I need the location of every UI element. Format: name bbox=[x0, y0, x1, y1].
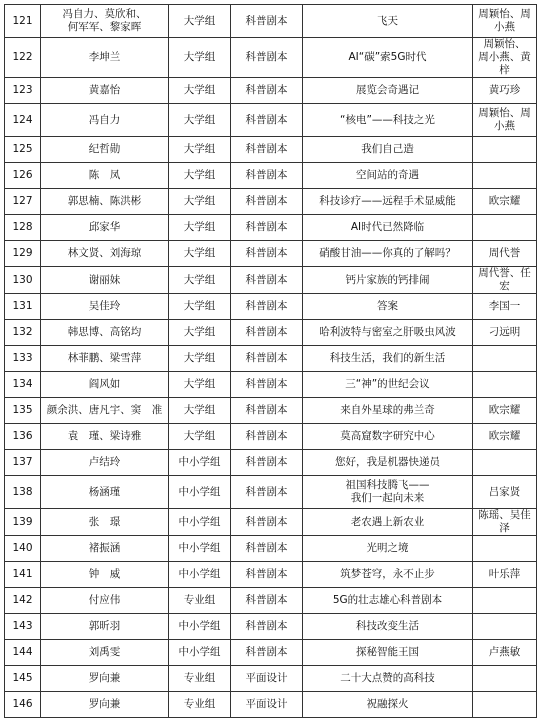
author-cell: 张 璟 bbox=[41, 509, 169, 536]
row-number: 132 bbox=[5, 320, 41, 346]
title-cell: 三“神”的世纪会议 bbox=[303, 372, 473, 398]
author-cell: 纪哲勋 bbox=[41, 137, 169, 163]
row-number: 122 bbox=[5, 38, 41, 78]
row-number: 144 bbox=[5, 640, 41, 666]
category-cell: 科普剧本 bbox=[231, 424, 303, 450]
author-cell: 阎风如 bbox=[41, 372, 169, 398]
group-cell: 大学组 bbox=[169, 137, 231, 163]
advisor-cell bbox=[473, 536, 537, 562]
table-row bbox=[5, 5, 537, 38]
group-cell: 中小学组 bbox=[169, 509, 231, 536]
row-number: 134 bbox=[5, 372, 41, 398]
author-cell: 冯自力 bbox=[41, 104, 169, 137]
row-number: 123 bbox=[5, 78, 41, 104]
group-cell: 中小学组 bbox=[169, 640, 231, 666]
category-cell: 科普剧本 bbox=[231, 189, 303, 215]
table-row bbox=[5, 536, 537, 562]
author-cell: 袁 瑾、梁诗雅 bbox=[41, 424, 169, 450]
advisor-cell: 欧宗耀 bbox=[473, 398, 537, 424]
category-cell: 科普剧本 bbox=[231, 614, 303, 640]
advisor-cell: 周颖怡、 周小燕、黄梓 bbox=[473, 38, 537, 78]
advisor-cell: 黄巧珍 bbox=[473, 78, 537, 104]
table-row bbox=[5, 614, 537, 640]
table-row bbox=[5, 320, 537, 346]
category-cell: 科普剧本 bbox=[231, 372, 303, 398]
row-number: 135 bbox=[5, 398, 41, 424]
group-cell: 专业组 bbox=[169, 666, 231, 692]
table-row bbox=[5, 294, 537, 320]
table-row bbox=[5, 215, 537, 241]
advisor-cell: 叶乐萍 bbox=[473, 562, 537, 588]
title-cell: 科技改变生活 bbox=[303, 614, 473, 640]
title-cell: 莫高窟数字研究中心 bbox=[303, 424, 473, 450]
author-cell: 郭思楠、陈洪彬 bbox=[41, 189, 169, 215]
table-row bbox=[5, 189, 537, 215]
author-cell: 付应伟 bbox=[41, 588, 169, 614]
group-cell: 专业组 bbox=[169, 588, 231, 614]
title-cell: 空间站的奇遇 bbox=[303, 163, 473, 189]
author-cell: 林文贤、刘海琼 bbox=[41, 241, 169, 267]
title-cell: “核电”——科技之光 bbox=[303, 104, 473, 137]
table-row bbox=[5, 424, 537, 450]
advisor-cell: 欧宗耀 bbox=[473, 189, 537, 215]
author-cell: 吴佳玲 bbox=[41, 294, 169, 320]
category-cell: 科普剧本 bbox=[231, 320, 303, 346]
advisor-cell: 周颖怡、周 小燕 bbox=[473, 5, 537, 38]
category-cell: 科普剧本 bbox=[231, 215, 303, 241]
author-cell: 韩思博、高铭均 bbox=[41, 320, 169, 346]
group-cell: 大学组 bbox=[169, 372, 231, 398]
title-cell: 科技诊疗——远程手术显威能 bbox=[303, 189, 473, 215]
category-cell: 科普剧本 bbox=[231, 38, 303, 78]
table-body bbox=[5, 5, 537, 718]
group-cell: 大学组 bbox=[169, 189, 231, 215]
group-cell: 专业组 bbox=[169, 692, 231, 718]
row-number: 146 bbox=[5, 692, 41, 718]
author-cell: 刘禹雯 bbox=[41, 640, 169, 666]
title-cell: 哈利波特与密室之肝吸虫风波 bbox=[303, 320, 473, 346]
table-row bbox=[5, 38, 537, 78]
table-row bbox=[5, 137, 537, 163]
row-number: 140 bbox=[5, 536, 41, 562]
title-cell: 筑梦苍穹，永不止步 bbox=[303, 562, 473, 588]
group-cell: 大学组 bbox=[169, 320, 231, 346]
category-cell: 科普剧本 bbox=[231, 241, 303, 267]
author-cell: 谢丽妹 bbox=[41, 267, 169, 294]
author-cell: 杨涵瑾 bbox=[41, 476, 169, 509]
category-cell: 科普剧本 bbox=[231, 562, 303, 588]
advisor-cell: 周代誉 bbox=[473, 241, 537, 267]
group-cell: 大学组 bbox=[169, 346, 231, 372]
row-number: 139 bbox=[5, 509, 41, 536]
advisor-cell bbox=[473, 614, 537, 640]
category-cell: 科普剧本 bbox=[231, 267, 303, 294]
advisor-cell: 陈瑶、吴佳泽 bbox=[473, 509, 537, 536]
group-cell: 中小学组 bbox=[169, 476, 231, 509]
row-number: 129 bbox=[5, 241, 41, 267]
table-row bbox=[5, 509, 537, 536]
group-cell: 大学组 bbox=[169, 215, 231, 241]
row-number: 124 bbox=[5, 104, 41, 137]
advisor-cell: 周代誉、任宏 bbox=[473, 267, 537, 294]
author-cell: 邱家华 bbox=[41, 215, 169, 241]
advisor-cell: 刁远明 bbox=[473, 320, 537, 346]
author-cell: 陈 凤 bbox=[41, 163, 169, 189]
title-cell: 展览会奇遇记 bbox=[303, 78, 473, 104]
category-cell: 科普剧本 bbox=[231, 346, 303, 372]
advisor-cell bbox=[473, 137, 537, 163]
title-cell: AI“碳”索5G时代 bbox=[303, 38, 473, 78]
author-cell: 郭昕羽 bbox=[41, 614, 169, 640]
category-cell: 科普剧本 bbox=[231, 509, 303, 536]
title-cell: 光明之境 bbox=[303, 536, 473, 562]
table-row bbox=[5, 640, 537, 666]
table-row bbox=[5, 241, 537, 267]
author-cell: 卢结玲 bbox=[41, 450, 169, 476]
title-cell: 探秘智能王国 bbox=[303, 640, 473, 666]
author-cell: 褚振涵 bbox=[41, 536, 169, 562]
table-row bbox=[5, 398, 537, 424]
table-row bbox=[5, 692, 537, 718]
advisor-cell: 周颖怡、周 小燕 bbox=[473, 104, 537, 137]
group-cell: 大学组 bbox=[169, 398, 231, 424]
category-cell: 科普剧本 bbox=[231, 78, 303, 104]
group-cell: 大学组 bbox=[169, 294, 231, 320]
category-cell: 科普剧本 bbox=[231, 5, 303, 38]
category-cell: 科普剧本 bbox=[231, 450, 303, 476]
group-cell: 大学组 bbox=[169, 424, 231, 450]
table-row bbox=[5, 104, 537, 137]
advisor-cell: 卢燕敏 bbox=[473, 640, 537, 666]
advisor-cell bbox=[473, 372, 537, 398]
category-cell: 平面设计 bbox=[231, 666, 303, 692]
advisor-cell: 吕家贤 bbox=[473, 476, 537, 509]
title-cell: 来自外星球的弗兰奇 bbox=[303, 398, 473, 424]
category-cell: 科普剧本 bbox=[231, 137, 303, 163]
table-row bbox=[5, 78, 537, 104]
table-row bbox=[5, 267, 537, 294]
group-cell: 大学组 bbox=[169, 267, 231, 294]
group-cell: 大学组 bbox=[169, 241, 231, 267]
advisor-cell bbox=[473, 588, 537, 614]
row-number: 128 bbox=[5, 215, 41, 241]
title-cell: 科技生活，我们的新生活 bbox=[303, 346, 473, 372]
table-row bbox=[5, 372, 537, 398]
title-cell: 您好，我是机器快递员 bbox=[303, 450, 473, 476]
author-cell: 颜余洪、唐凡宇、窦 准 bbox=[41, 398, 169, 424]
group-cell: 大学组 bbox=[169, 104, 231, 137]
row-number: 133 bbox=[5, 346, 41, 372]
row-number: 136 bbox=[5, 424, 41, 450]
advisor-cell bbox=[473, 163, 537, 189]
table-row bbox=[5, 476, 537, 509]
category-cell: 科普剧本 bbox=[231, 398, 303, 424]
title-cell: 老农遇上新农业 bbox=[303, 509, 473, 536]
group-cell: 大学组 bbox=[169, 38, 231, 78]
category-cell: 平面设计 bbox=[231, 692, 303, 718]
advisor-cell: 李国一 bbox=[473, 294, 537, 320]
advisor-cell bbox=[473, 450, 537, 476]
row-number: 131 bbox=[5, 294, 41, 320]
table-row bbox=[5, 346, 537, 372]
row-number: 137 bbox=[5, 450, 41, 476]
award-table bbox=[4, 4, 537, 718]
category-cell: 科普剧本 bbox=[231, 104, 303, 137]
table-row bbox=[5, 562, 537, 588]
category-cell: 科普剧本 bbox=[231, 294, 303, 320]
row-number: 125 bbox=[5, 137, 41, 163]
row-number: 145 bbox=[5, 666, 41, 692]
group-cell: 大学组 bbox=[169, 78, 231, 104]
category-cell: 科普剧本 bbox=[231, 476, 303, 509]
group-cell: 大学组 bbox=[169, 163, 231, 189]
advisor-cell bbox=[473, 346, 537, 372]
title-cell: 答案 bbox=[303, 294, 473, 320]
row-number: 141 bbox=[5, 562, 41, 588]
row-number: 127 bbox=[5, 189, 41, 215]
row-number: 121 bbox=[5, 5, 41, 38]
group-cell: 大学组 bbox=[169, 5, 231, 38]
author-cell: 罗向兼 bbox=[41, 666, 169, 692]
title-cell: 硝酸甘油——你真的了解吗？ bbox=[303, 241, 473, 267]
title-cell: 祝融探火 bbox=[303, 692, 473, 718]
title-cell: 5G的壮志雄心科普剧本 bbox=[303, 588, 473, 614]
title-cell: 祖国科技腾飞—— 我们一起向未来 bbox=[303, 476, 473, 509]
category-cell: 科普剧本 bbox=[231, 536, 303, 562]
author-cell: 罗向兼 bbox=[41, 692, 169, 718]
row-number: 143 bbox=[5, 614, 41, 640]
category-cell: 科普剧本 bbox=[231, 588, 303, 614]
title-cell: 我们自己造 bbox=[303, 137, 473, 163]
group-cell: 中小学组 bbox=[169, 536, 231, 562]
author-cell: 冯自力、莫欣和、 何军军、黎家晖 bbox=[41, 5, 169, 38]
group-cell: 中小学组 bbox=[169, 562, 231, 588]
author-cell: 林菲鹏、梁雪萍 bbox=[41, 346, 169, 372]
row-number: 138 bbox=[5, 476, 41, 509]
author-cell: 黄嘉怡 bbox=[41, 78, 169, 104]
row-number: 142 bbox=[5, 588, 41, 614]
table-row bbox=[5, 163, 537, 189]
group-cell: 中小学组 bbox=[169, 450, 231, 476]
title-cell: 飞天 bbox=[303, 5, 473, 38]
category-cell: 科普剧本 bbox=[231, 640, 303, 666]
row-number: 130 bbox=[5, 267, 41, 294]
title-cell: AI时代已然降临 bbox=[303, 215, 473, 241]
advisor-cell bbox=[473, 692, 537, 718]
group-cell: 中小学组 bbox=[169, 614, 231, 640]
title-cell: 二十大点赞的高科技 bbox=[303, 666, 473, 692]
table-row bbox=[5, 450, 537, 476]
author-cell: 钟 威 bbox=[41, 562, 169, 588]
table-row bbox=[5, 588, 537, 614]
author-cell: 李坤兰 bbox=[41, 38, 169, 78]
category-cell: 科普剧本 bbox=[231, 163, 303, 189]
row-number: 126 bbox=[5, 163, 41, 189]
advisor-cell bbox=[473, 215, 537, 241]
title-cell: 钙片家族的钙排闹 bbox=[303, 267, 473, 294]
advisor-cell: 欧宗耀 bbox=[473, 424, 537, 450]
